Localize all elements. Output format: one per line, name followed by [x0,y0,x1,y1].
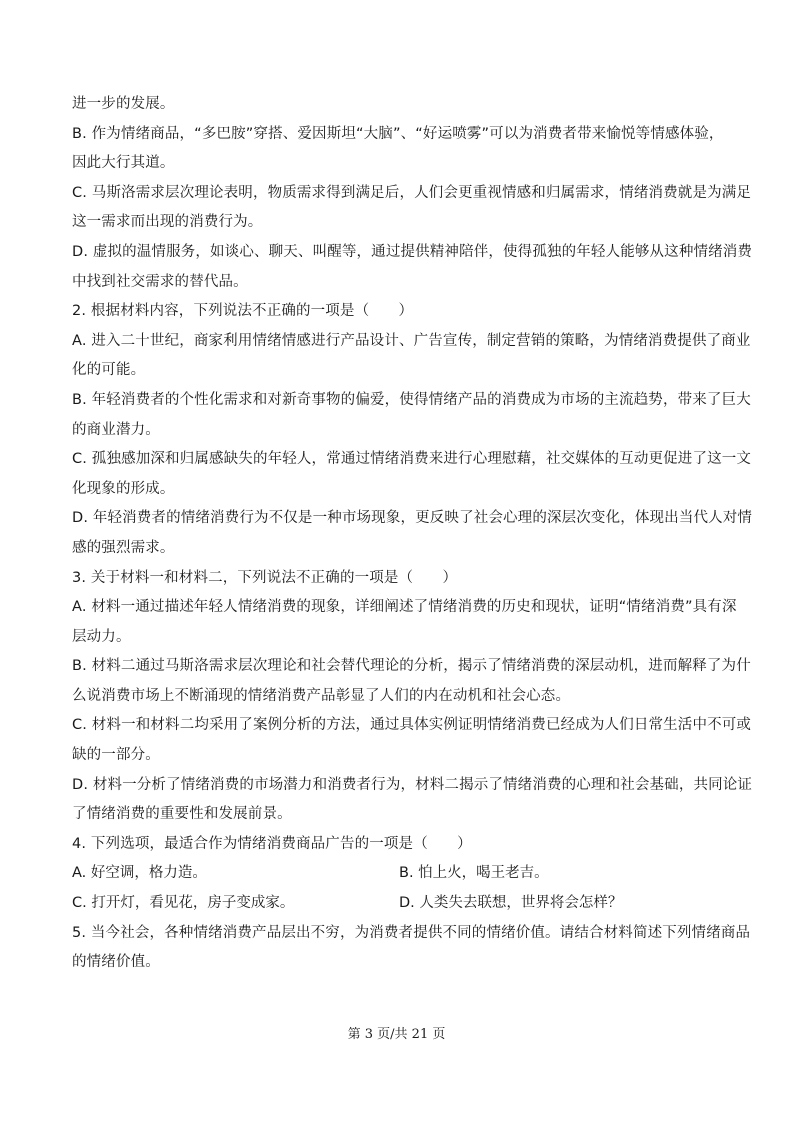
text-line: D. 年轻消费者的情绪消费行为不仅是一种市场现象，更反映了社会心理的深层次变化，体现出当代人对情 [72,510,753,527]
q4-options-row-1 [72,859,726,889]
text-line: 中找到社交需求的替代品。 [72,273,248,290]
q4-options-row-2 [72,889,726,919]
question-4-stem: 4. 下列选项，最适合作为情绪消费商品广告的一项是（ ） [72,835,472,852]
text-line: B. 年轻消费者的个性化需求和对新奇事物的偏爱，使得情绪产品的消费成为市场的主流趋势，带来了巨大 [72,391,751,408]
text-line: C. 材料一和材料二均采用了案例分析的方法，通过具体实例证明情绪消费已经成为人们日常生活中不可或 [72,717,752,734]
text-line: 缺的一部分。 [72,747,160,764]
text-line: 了情绪消费的重要性和发展前景。 [72,806,292,823]
document-body [72,90,753,978]
text-line: B. 材料二通过马斯洛需求层次理论和社会替代理论的分析，揭示了情绪消费的深层动机，进而解释了为什 [72,658,751,675]
text-line: 的商业潜力。 [72,421,160,438]
q4-option-a: A. 好空调，格力造。 [72,865,207,882]
text-line: 因此大行其道。 [72,155,175,172]
text-line: A. 进入二十世纪，商家利用情绪情感进行产品设计、广告宣传，制定营销的策略，为情绪消费提供了商业 [72,332,751,349]
text-line: 进一步的发展。 [72,96,175,112]
text-line: 层动力。 [72,628,131,645]
text-line: 化的可能。 [72,362,146,379]
q4-option-d: D. 人类失去联想，世界将会怎样？ [399,895,623,912]
text-line: B. 作为情绪商品，“多巴胺”穿搭、爱因斯坦“大脑”、“好运喷雾”可以为消费者带来愉悦等情感体验， [72,125,724,142]
text-line: C. 马斯洛需求层次理论表明，物质需求得到满足后，人们会更重视情感和归属需求，情绪消费就是为满足 [72,184,752,201]
text-line: D. 材料一分析了情绪消费的市场潜力和消费者行为，材料二揭示了情绪消费的心理和社会基础，共同论证 [72,776,753,793]
question-3-stem: 3. 关于材料一和材料二，下列说法不正确的一项是（ ） [72,569,458,586]
question-2-stem: 2. 根据材料内容，下列说法不正确的一项是（ ） [72,303,414,320]
q4-option-b: B. 怕上火，喝王老吉。 [399,865,549,882]
text-line: 么说消费市场上不断涌现的情绪消费产品彰显了人们的内在动机和社会心态。 [72,687,571,704]
q4-option-c: C. 打开灯，看见花，房子变成家。 [72,895,295,912]
text-line: D. 虚拟的温情服务，如谈心、聊天、叫醒等，通过提供精神陪伴，使得孤独的年轻人能够从这种情绪消费 [72,243,753,260]
text-line: A. 材料一通过描述年轻人情绪消费的现象，详细阐述了情绪消费的历史和现状，证明“情绪消费”具有深 [72,599,737,616]
page-number-footer: 第 3 页/共 21 页 [347,1027,446,1042]
question-5-stem: 5. 当今社会，各种情绪消费产品层出不穷，为消费者提供不同的情绪价值。请结合材料简述下列情绪商品 [72,924,751,941]
text-line: 化现象的形成。 [72,480,175,497]
text-line: C. 孤独感加深和归属感缺失的年轻人，常通过情绪消费来进行心理慰藉，社交媒体的互动更促进了这一文 [72,451,752,468]
text-line: 的情绪价值。 [72,954,160,971]
text-line: 感的强烈需求。 [72,539,175,556]
text-line: 这一需求而出现的消费行为。 [72,214,263,231]
